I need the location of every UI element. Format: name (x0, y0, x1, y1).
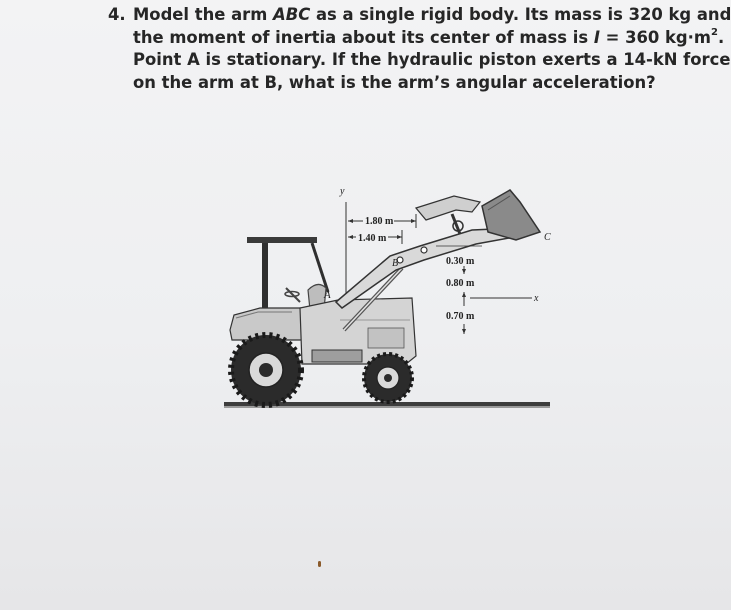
dim-1-80-label: 1.80 m (365, 216, 394, 227)
problem-line-3: Point A is stationary. If the hydraulic piston exerts a 14-kN force (133, 50, 731, 69)
ink-mark (318, 561, 321, 567)
rear-wheel (231, 335, 301, 405)
arm-label: ABC (273, 5, 311, 24)
dim-1-40-label: 1.40 m (358, 233, 387, 244)
dim-0-80-label: 0.80 m (446, 278, 475, 289)
point-a-label: A (324, 289, 331, 301)
x-axis-label: x (534, 293, 539, 304)
inertia-symbol: I (593, 27, 600, 47)
front-wheel (364, 354, 412, 402)
problem-line-1: Model the arm ABC as a single rigid body. Its mass is 320 kg and (133, 5, 731, 24)
problem-line-4: on the arm at B, what is the arm’s angular acceleration? (133, 72, 656, 92)
point-b-label: B (392, 258, 399, 269)
loader-body (300, 298, 416, 364)
y-axis-label: y (340, 186, 345, 197)
y-axis (339, 186, 346, 310)
problem-number: 4. (108, 5, 126, 24)
dimension-1-80 (348, 214, 416, 228)
dimension-1-40 (348, 230, 402, 244)
loader-figure (220, 180, 560, 420)
dim-0-70-label: 0.70 m (446, 311, 475, 322)
bucket (482, 190, 540, 240)
loader-diagram (220, 180, 560, 420)
problem-statement (108, 4, 731, 94)
problem-line-2: the moment of inertia about its center of mass is I = 360 $kg\cdot m^2$. (133, 27, 725, 47)
dim-0-30-label: 0.30 m (446, 256, 475, 267)
point-c-label: C (544, 232, 551, 243)
vertical-dimensions (436, 246, 482, 334)
x-axis (470, 293, 539, 304)
exponent: 2 (710, 27, 718, 39)
bucket-linkage (416, 196, 480, 234)
